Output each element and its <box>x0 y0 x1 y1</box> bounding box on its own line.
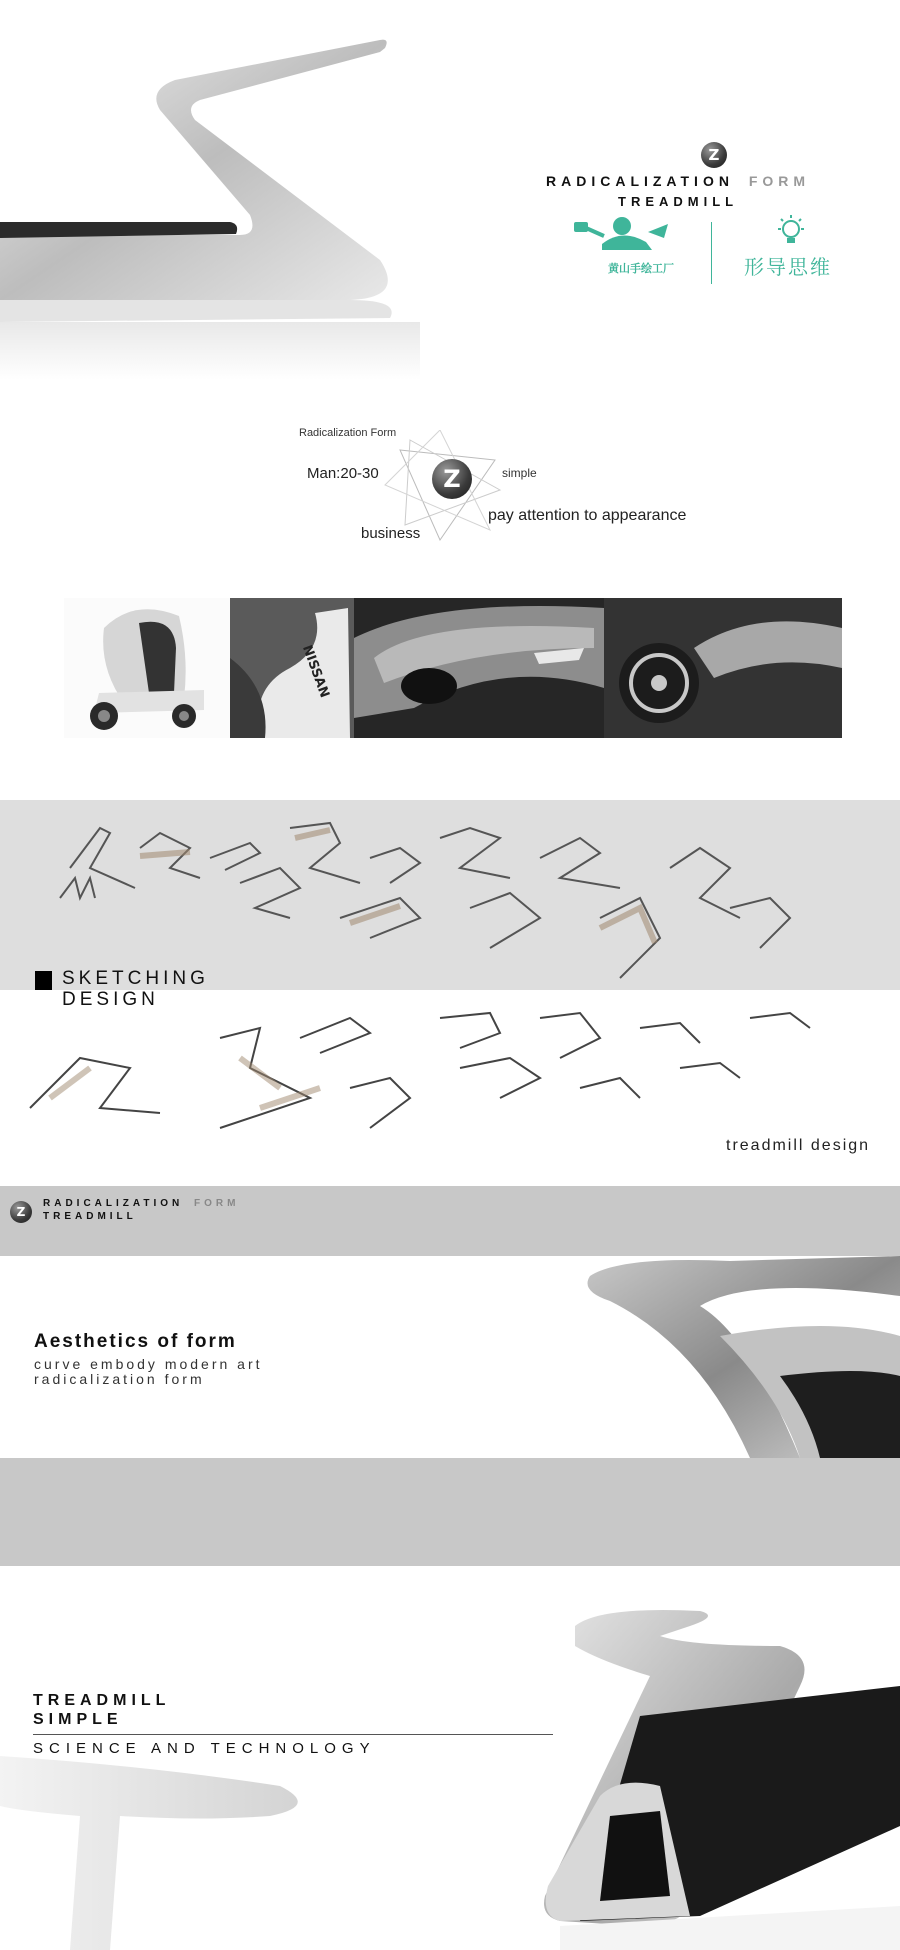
banner-logo-icon: Z <box>10 1201 32 1223</box>
reference-photo-car <box>354 598 604 738</box>
treadmill-final-render <box>0 1566 900 1950</box>
concept-section <box>0 380 900 580</box>
treadmill-curve-render <box>580 1256 900 1458</box>
concept-business: business <box>361 525 421 542</box>
aesthetics-line2: radicalization form <box>34 1371 205 1387</box>
final-section <box>0 1566 900 1950</box>
sketching-section-top <box>0 800 900 990</box>
concept-age: Man:20-30 <box>307 465 379 482</box>
sketching-title-line2: DESIGN <box>62 990 159 1010</box>
reference-photo-motorbike <box>604 598 842 738</box>
brand-logo-icon: Z <box>701 142 727 168</box>
aesthetics-section <box>0 1256 900 1458</box>
hero-title-radicalization: RADICALIZATION <box>546 173 734 189</box>
hero-title-form: FORM <box>748 173 811 189</box>
aesthetics-title: Aesthetics of form <box>34 1331 237 1352</box>
lightbulb-icon <box>774 214 808 248</box>
aesthetics-line1: curve embody modern art <box>34 1356 263 1372</box>
banner-title <box>43 1198 239 1209</box>
hero-section <box>0 0 900 380</box>
final-line1: TREADMILL <box>33 1692 171 1709</box>
final-line3: SCIENCE AND TECHNOLOGY <box>33 1740 376 1757</box>
brand-left-text: 黄山手绘工厂 <box>608 263 674 275</box>
gray-spacer-band <box>0 1458 900 1566</box>
concept-logo-icon: Z <box>432 459 472 499</box>
sketch-illustrations-row2 <box>20 998 830 1148</box>
concept-appearance: pay attention to appearance <box>488 507 687 524</box>
concept-simple: simple <box>502 466 537 480</box>
reference-images-strip <box>0 598 900 740</box>
banner-title-form: FORM <box>194 1198 240 1209</box>
reference-photo-seat <box>230 598 354 738</box>
sketching-title-line1: SKETCHING <box>62 968 209 989</box>
hammer-worker-icon <box>572 214 682 260</box>
brand-right-text: 形导思维 <box>744 257 832 279</box>
reference-photo-vehicle <box>64 598 230 738</box>
brand-divider <box>711 222 712 284</box>
banner-title-radicalization: RADICALIZATION <box>43 1198 184 1209</box>
banner-section <box>0 1186 900 1256</box>
banner-subtitle: TREADMILL <box>43 1211 137 1222</box>
sketch-illustrations-row1 <box>40 808 830 988</box>
concept-heading: Radicalization Form <box>299 427 397 439</box>
sketching-caption: treadmill design <box>726 1137 871 1154</box>
treadmill-hero-render <box>0 0 420 380</box>
sketching-section-bottom <box>0 990 900 1186</box>
hero-subtitle: TREADMILL <box>618 194 739 209</box>
seat-brand-label: NISSAN <box>298 643 332 700</box>
final-line2: SIMPLE <box>33 1711 123 1728</box>
hero-title <box>546 173 810 189</box>
final-divider <box>33 1734 553 1735</box>
sketching-title-marker <box>35 971 52 990</box>
